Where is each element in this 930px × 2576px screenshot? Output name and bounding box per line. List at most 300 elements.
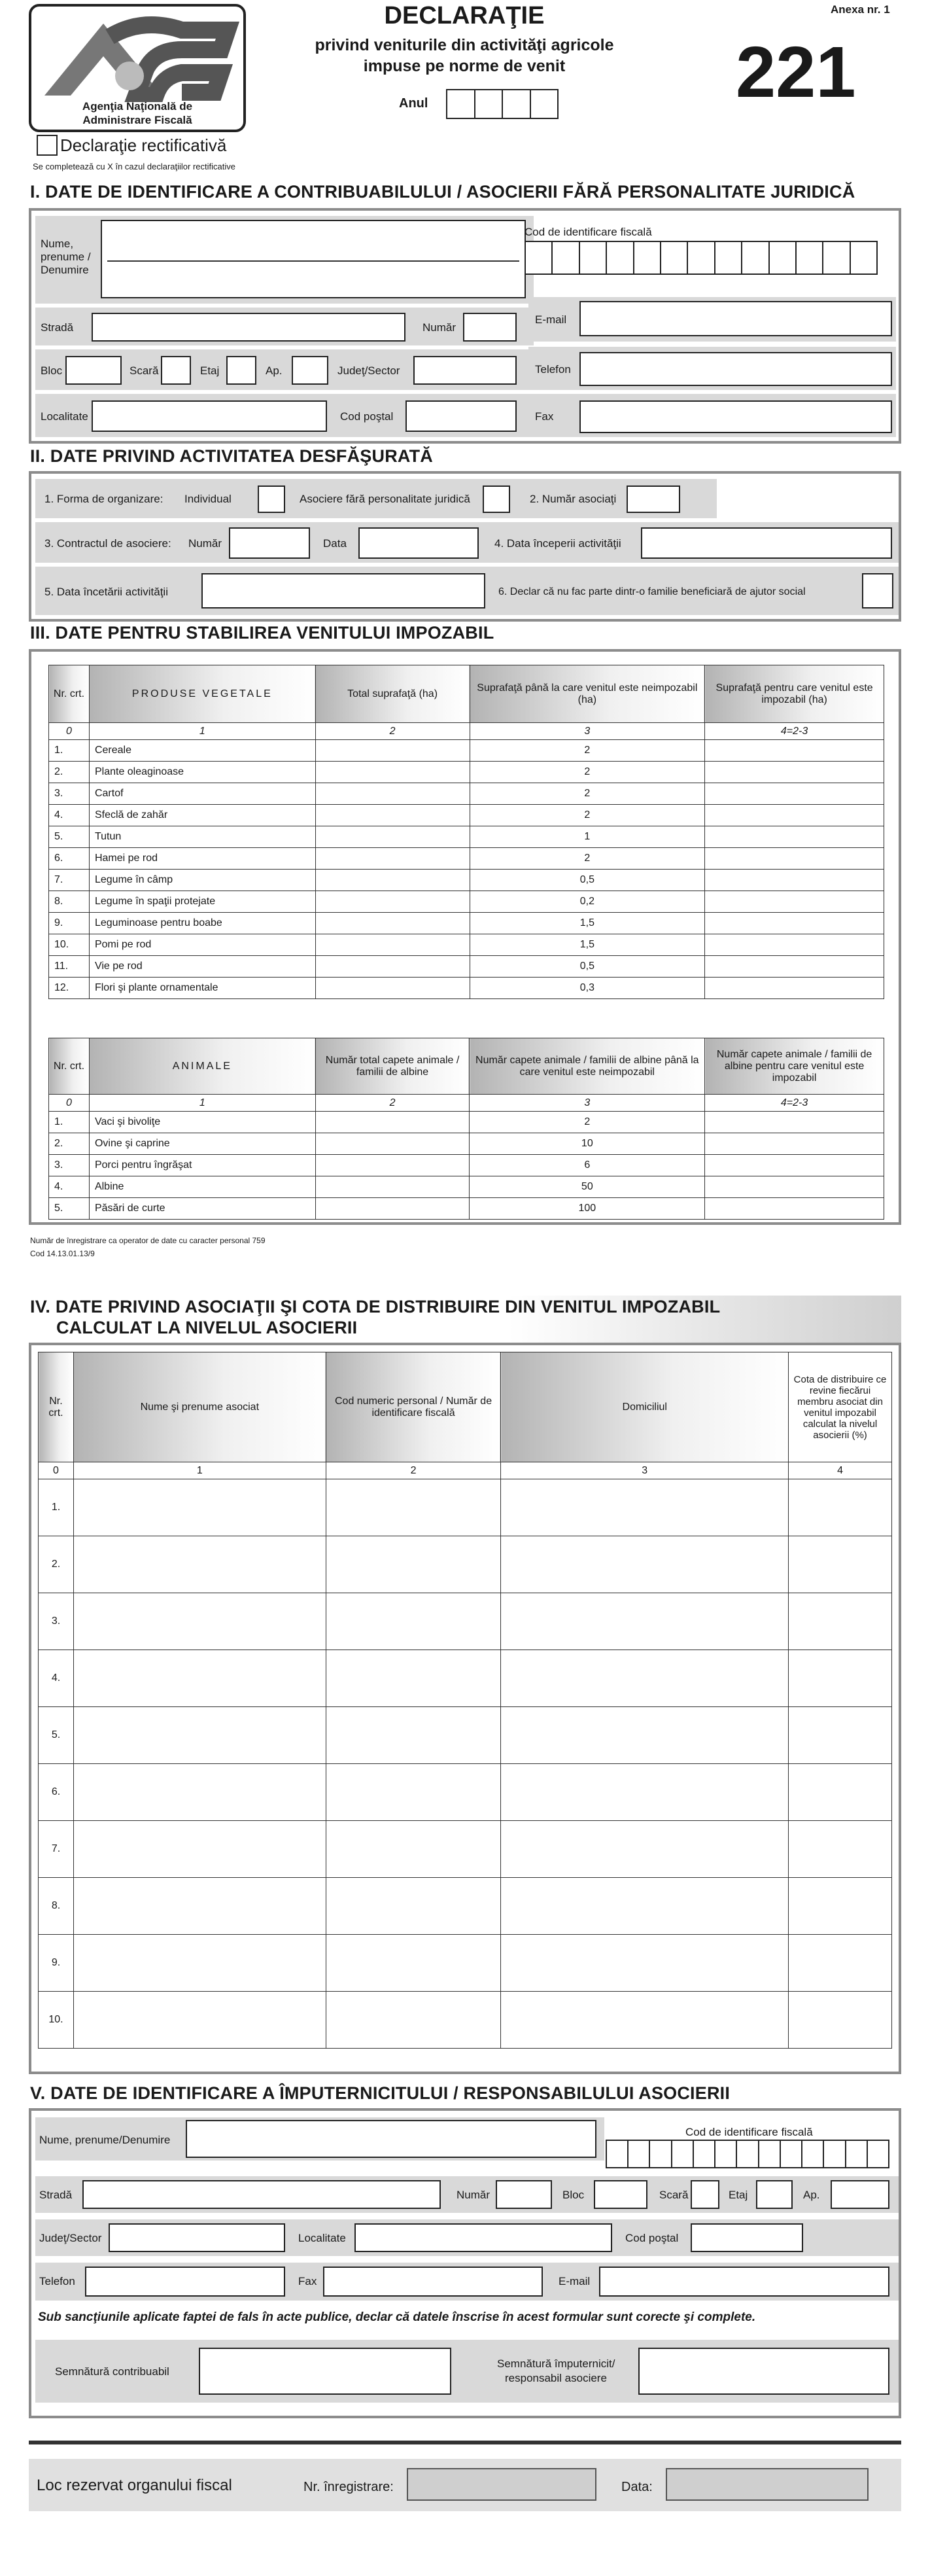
- assoc-row: [39, 1821, 892, 1878]
- veg-idx-1: 1: [89, 723, 315, 740]
- anim-idx-2: 2: [315, 1095, 470, 1112]
- veg-row-product: Leguminoase pentru boabe: [89, 913, 315, 934]
- assoc-row-cnp-input[interactable]: [326, 1821, 501, 1878]
- veg-row-total-input[interactable]: [315, 826, 470, 848]
- resp-block-field[interactable]: [594, 2180, 647, 2209]
- anim-row: [49, 1133, 884, 1155]
- veg-row-total-input[interactable]: [315, 783, 470, 805]
- year-input[interactable]: [446, 89, 559, 119]
- veg-row-nr: 4.: [49, 805, 90, 826]
- annex-label: Anexa nr. 1: [831, 3, 890, 16]
- veg-row: [49, 805, 884, 826]
- assoc-row-cnp-input[interactable]: [326, 1593, 501, 1650]
- county-label: Judeţ/Sector: [337, 364, 400, 377]
- number-label: Număr: [422, 321, 456, 334]
- veg-row-nr: 7.: [49, 870, 90, 891]
- resp-postal-field[interactable]: [691, 2223, 803, 2252]
- anim-row: [49, 1155, 884, 1176]
- veg-row-product: Sfeclă de zahăr: [89, 805, 315, 826]
- assoc-head-name: Nume şi prenume asociat: [73, 1352, 326, 1462]
- declare-label: 6. Declar că nu fac parte dintr-o familie beneficiară de ajutor social: [498, 586, 806, 597]
- veg-row-nr: 2.: [49, 762, 90, 783]
- resp-street-field[interactable]: [82, 2180, 441, 2209]
- resp-locality-label: Localitate: [298, 2232, 346, 2244]
- date-label: Data:: [621, 2480, 653, 2494]
- resp-stair-label: Scară: [659, 2189, 689, 2201]
- apt-field[interactable]: [292, 356, 328, 385]
- veg-row-product: Legume în câmp: [89, 870, 315, 891]
- anim-row-nr: 5.: [49, 1198, 90, 1220]
- anim-row-taxable-input[interactable]: [705, 1198, 884, 1220]
- name-field[interactable]: [101, 220, 526, 298]
- cif-label: Cod de identificare fiscală: [525, 226, 652, 238]
- anim-row-taxable-input[interactable]: [705, 1176, 884, 1198]
- veg-row-product: Cartof: [89, 783, 315, 805]
- veg-row-exempt: 0,5: [470, 870, 705, 891]
- resp-block-label: Bloc: [562, 2189, 585, 2201]
- veg-row-taxable-input[interactable]: [705, 913, 884, 934]
- assoc-row-address-input[interactable]: [501, 1707, 789, 1764]
- resp-locality-field[interactable]: [354, 2223, 612, 2252]
- footnote-operator: Număr de înregistrare ca operator de date cu caracter personal 759: [30, 1236, 266, 1245]
- org-form-label: 1. Forma de organizare:: [44, 493, 164, 505]
- floor-label: Etaj: [200, 364, 220, 377]
- veg-row-exempt: 0,5: [470, 956, 705, 978]
- section1-frame: [29, 208, 901, 444]
- assoc-row-share-input[interactable]: [789, 1593, 892, 1650]
- veg-row-total-input[interactable]: [315, 956, 470, 978]
- resp-name-field[interactable]: [186, 2120, 596, 2158]
- anim-row-exempt: 10: [470, 1133, 705, 1155]
- county-field[interactable]: [413, 356, 517, 385]
- veg-row-total-input[interactable]: [315, 913, 470, 934]
- agency-name-line2: Administrare Fiscală: [82, 114, 192, 126]
- association-label: Asociere fără personalitate juridică: [300, 493, 470, 505]
- veg-row-product: Legume în spaţii protejate: [89, 891, 315, 913]
- veg-row-product: Tutun: [89, 826, 315, 848]
- assoc-row-nr: 6.: [39, 1764, 74, 1821]
- anim-head-animal: ANIMALE: [89, 1038, 315, 1095]
- anim-row-total-input[interactable]: [315, 1198, 470, 1220]
- assoc-row-nr: 7.: [39, 1821, 74, 1878]
- anim-row-exempt: 6: [470, 1155, 705, 1176]
- name-label-2: prenume /: [41, 251, 91, 263]
- reg-nr-label: Nr. înregistrare:: [303, 2480, 394, 2494]
- footnote-code: Cod 14.13.01.13/9: [30, 1249, 95, 1258]
- veg-row: [49, 848, 884, 870]
- section4-frame: [29, 1343, 901, 2074]
- resp-cif-field[interactable]: [606, 2140, 889, 2168]
- veg-row-taxable-input[interactable]: [705, 783, 884, 805]
- veg-row-taxable-input[interactable]: [705, 891, 884, 913]
- end-date-field[interactable]: [201, 573, 485, 609]
- resp-name-label: Nume, prenume/Denumire: [39, 2134, 171, 2146]
- declare-checkbox[interactable]: [862, 573, 893, 609]
- veg-row: [49, 783, 884, 805]
- veg-row-taxable-input[interactable]: [705, 956, 884, 978]
- assoc-head-share: Cota de distribuire ce revine fiecărui membru asociat din venitul impozabil calculat la nivelul asocierii (%): [789, 1352, 892, 1462]
- anim-row-total-input[interactable]: [315, 1176, 470, 1198]
- associates-table: [38, 1352, 892, 2049]
- stair-field[interactable]: [161, 356, 191, 385]
- veg-row-nr: 12.: [49, 978, 90, 999]
- veg-row-product: Flori şi plante ornamentale: [89, 978, 315, 999]
- anim-row-exempt: 2: [470, 1112, 705, 1133]
- anim-row-nr: 3.: [49, 1155, 90, 1176]
- anim-row-taxable-input[interactable]: [705, 1133, 884, 1155]
- veg-row-exempt: 1: [470, 826, 705, 848]
- form-subtitle-1: privind veniturile din activităţi agricole: [315, 36, 614, 54]
- anim-row-animal: Albine: [89, 1176, 315, 1198]
- assoc-row-share-input[interactable]: [789, 1536, 892, 1593]
- anim-head-total: Număr total capete animale / familii de albine: [315, 1038, 470, 1095]
- veg-row-exempt: 0,3: [470, 978, 705, 999]
- assoc-row-cnp-input[interactable]: [326, 1479, 501, 1536]
- assoc-row-name-input[interactable]: [73, 1878, 326, 1935]
- date-field[interactable]: [666, 2468, 869, 2501]
- assoc-count-field[interactable]: [627, 485, 680, 513]
- veg-row-product: Hamei pe rod: [89, 848, 315, 870]
- resp-stair-field[interactable]: [691, 2180, 719, 2209]
- assoc-row-cnp-input[interactable]: [326, 1878, 501, 1935]
- anim-row-animal: Porci pentru îngrăşat: [89, 1155, 315, 1176]
- start-date-label: 4. Data începerii activităţii: [494, 537, 621, 550]
- street-label: Stradă: [41, 321, 74, 334]
- anim-row-nr: 2.: [49, 1133, 90, 1155]
- resp-fax-field[interactable]: [323, 2267, 543, 2297]
- assoc-row-share-input[interactable]: [789, 1650, 892, 1707]
- rectificativa-note: Se completează cu X în cazul declaraţiilor rectificative: [33, 162, 235, 171]
- resp-phone-field[interactable]: [85, 2267, 285, 2297]
- veg-row: [49, 978, 884, 999]
- anim-idx-4: 4=2-3: [705, 1095, 884, 1112]
- locality-field[interactable]: [92, 400, 327, 432]
- assoc-idx-3: 3: [501, 1462, 789, 1479]
- section4-title-1: IV. DATE PRIVIND ASOCIAŢII ŞI COTA DE DISTRIBUIRE DIN VENITUL IMPOZABIL: [30, 1297, 721, 1316]
- veg-head-exempt: Suprafaţă până la care venitul este neimpozabil (ha): [470, 665, 705, 723]
- section3-frame: [29, 649, 901, 1225]
- veg-row-product: Cereale: [89, 740, 315, 762]
- resp-apt-label: Ap.: [803, 2189, 820, 2201]
- assoc-row-share-input[interactable]: [789, 1878, 892, 1935]
- agency-logo-icon: [31, 10, 243, 102]
- assoc-row: [39, 1707, 892, 1764]
- assoc-row-name-input[interactable]: [73, 1536, 326, 1593]
- veg-row-total-input[interactable]: [315, 740, 470, 762]
- sig-resp-label-1: Semnătură împuternicit/: [497, 2357, 615, 2370]
- reg-nr-field[interactable]: [407, 2468, 596, 2501]
- veg-head-taxable: Suprafaţă pentru care venitul este impozabil (ha): [705, 665, 884, 723]
- veg-row-taxable-input[interactable]: [705, 762, 884, 783]
- assoc-row-nr: 10.: [39, 1992, 74, 2049]
- veg-row-nr: 11.: [49, 956, 90, 978]
- veg-row: [49, 762, 884, 783]
- contract-nr-field[interactable]: [229, 527, 310, 559]
- veg-row-total-input[interactable]: [315, 805, 470, 826]
- veg-row: [49, 826, 884, 848]
- individual-checkbox[interactable]: [258, 485, 285, 513]
- postal-field[interactable]: [405, 400, 517, 432]
- anim-row-taxable-input[interactable]: [705, 1112, 884, 1133]
- contract-date-label: Data: [323, 537, 347, 550]
- anim-idx-3: 3: [470, 1095, 705, 1112]
- assoc-head-cnp: Cod numeric personal / Număr de identificare fiscală: [326, 1352, 501, 1462]
- form-title: DECLARAŢIE: [384, 2, 545, 29]
- agency-name-line1: Agenţia Naţională de: [82, 100, 193, 113]
- assoc-row-address-input[interactable]: [501, 1536, 789, 1593]
- sig-contrib-label: Semnătură contribuabil: [55, 2365, 169, 2378]
- anim-head-taxable: Număr capete animale / familii de albine pentru care venitul este impozabil: [705, 1038, 884, 1095]
- assoc-row-share-input[interactable]: [789, 1935, 892, 1992]
- start-date-field[interactable]: [641, 527, 892, 559]
- veg-row: [49, 740, 884, 762]
- veg-row-total-input[interactable]: [315, 978, 470, 999]
- assoc-row-name-input[interactable]: [73, 1821, 326, 1878]
- anim-row: [49, 1198, 884, 1220]
- assoc-row-name-input[interactable]: [73, 1764, 326, 1821]
- resp-street-label: Stradă: [39, 2189, 73, 2201]
- assoc-row-cnp-input[interactable]: [326, 1536, 501, 1593]
- assoc-row: [39, 1992, 892, 2049]
- contract-date-field[interactable]: [358, 527, 479, 559]
- resp-fax-label: Fax: [298, 2275, 317, 2287]
- veg-row-nr: 1.: [49, 740, 90, 762]
- assoc-row: [39, 1935, 892, 1992]
- assoc-row-address-input[interactable]: [501, 1593, 789, 1650]
- resp-cif-label: Cod de identificare fiscală: [685, 2126, 813, 2138]
- assoc-row-cnp-input[interactable]: [326, 1650, 501, 1707]
- section4-title-2: CALCULAT LA NIVELUL ASOCIERII: [56, 1318, 358, 1337]
- postal-label: Cod poştal: [340, 410, 394, 423]
- assoc-row-share-input[interactable]: [789, 1992, 892, 2049]
- assoc-row-share-input[interactable]: [789, 1707, 892, 1764]
- assoc-idx-4: 4: [789, 1462, 892, 1479]
- assoc-row-name-input[interactable]: [73, 1650, 326, 1707]
- anim-row: [49, 1112, 884, 1133]
- resp-apt-field[interactable]: [831, 2180, 889, 2209]
- assoc-row-name-input[interactable]: [73, 1593, 326, 1650]
- contract-label: 3. Contractul de asociere:: [44, 537, 171, 550]
- veg-head-nr: Nr. crt.: [49, 665, 90, 723]
- veg-row-exempt: 0,2: [470, 891, 705, 913]
- anim-head-exempt: Număr capete animale / familii de albine până la care venitul este neimpozabil: [470, 1038, 705, 1095]
- agency-logo: [29, 4, 246, 132]
- veg-row-total-input[interactable]: [315, 934, 470, 956]
- name-label-1: Nume,: [41, 238, 74, 250]
- phone-field[interactable]: [579, 352, 892, 386]
- form-subtitle-2: impuse pe norme de venit: [363, 57, 566, 75]
- assoc-row-name-input[interactable]: [73, 1992, 326, 2049]
- block-field[interactable]: [65, 356, 122, 385]
- assoc-row-nr: 5.: [39, 1707, 74, 1764]
- section1-title: I. DATE DE IDENTIFICARE A CONTRIBUABILULUI / ASOCIERII FĂRĂ PERSONALITATE JURIDICĂ: [30, 182, 855, 202]
- veg-row-exempt: 1,5: [470, 913, 705, 934]
- resp-number-field[interactable]: [496, 2180, 552, 2209]
- veg-row-product: Plante oleaginoase: [89, 762, 315, 783]
- assoc-row-nr: 8.: [39, 1878, 74, 1935]
- veg-head-total: Total suprafaţă (ha): [315, 665, 470, 723]
- anim-row: [49, 1176, 884, 1198]
- assoc-row-address-input[interactable]: [501, 1821, 789, 1878]
- email-field[interactable]: [579, 301, 892, 336]
- veg-row-taxable-input[interactable]: [705, 740, 884, 762]
- veg-row-exempt: 2: [470, 805, 705, 826]
- assoc-row: [39, 1536, 892, 1593]
- assoc-head-address: Domiciliul: [501, 1352, 789, 1462]
- anim-row-taxable-input[interactable]: [705, 1155, 884, 1176]
- veg-row-total-input[interactable]: [315, 891, 470, 913]
- association-checkbox[interactable]: [483, 485, 510, 513]
- assoc-row-cnp-input[interactable]: [326, 1764, 501, 1821]
- veg-row: [49, 870, 884, 891]
- assoc-row-cnp-input[interactable]: [326, 1707, 501, 1764]
- veg-row-nr: 8.: [49, 891, 90, 913]
- resp-number-label: Număr: [456, 2189, 491, 2201]
- veg-row: [49, 956, 884, 978]
- veg-row-total-input[interactable]: [315, 848, 470, 870]
- assoc-row: [39, 1593, 892, 1650]
- assoc-row-cnp-input[interactable]: [326, 1935, 501, 1992]
- veg-row-nr: 9.: [49, 913, 90, 934]
- animal-table: [48, 1038, 884, 1220]
- anim-row-animal: Păsări de curte: [89, 1198, 315, 1220]
- assoc-row-share-input[interactable]: [789, 1479, 892, 1536]
- veg-head-product: PRODUSE VEGETALE: [89, 665, 315, 723]
- veg-row-exempt: 2: [470, 848, 705, 870]
- veg-row-nr: 10.: [49, 934, 90, 956]
- anim-row-exempt: 100: [470, 1198, 705, 1220]
- assoc-row-nr: 2.: [39, 1536, 74, 1593]
- assoc-row-nr: 3.: [39, 1593, 74, 1650]
- contract-nr-label: Număr: [188, 537, 222, 550]
- veg-row-nr: 3.: [49, 783, 90, 805]
- veg-row-taxable-input[interactable]: [705, 934, 884, 956]
- anim-head-nr: Nr. crt.: [49, 1038, 90, 1095]
- veg-row-taxable-input[interactable]: [705, 870, 884, 891]
- phone-label: Telefon: [535, 363, 571, 376]
- assoc-row-address-input[interactable]: [501, 1992, 789, 2049]
- assoc-row-name-input[interactable]: [73, 1935, 326, 1992]
- anim-row-exempt: 50: [470, 1176, 705, 1198]
- assoc-row-nr: 4.: [39, 1650, 74, 1707]
- year-label: Anul: [399, 96, 428, 111]
- assoc-row-name-input[interactable]: [73, 1479, 326, 1536]
- form-number: 221: [736, 32, 856, 113]
- block-label: Bloc: [41, 364, 63, 377]
- stair-label: Scară: [129, 364, 159, 377]
- statement-text: Sub sancţiunile aplicate faptei de fals în acte publice, declar că datele înscrise în acest formular sunt corecte şi complete.: [38, 2310, 756, 2324]
- assoc-idx-1: 1: [73, 1462, 326, 1479]
- assoc-row-share-input[interactable]: [789, 1764, 892, 1821]
- footer-divider: [29, 2441, 901, 2444]
- assoc-row-address-input[interactable]: [501, 1764, 789, 1821]
- assoc-row: [39, 1878, 892, 1935]
- resp-floor-field[interactable]: [756, 2180, 793, 2209]
- street-field[interactable]: [92, 313, 405, 342]
- veg-row: [49, 913, 884, 934]
- section5-title: V. DATE DE IDENTIFICARE A ÎMPUTERNICITULUI / RESPONSABILULUI ASOCIERII: [30, 2083, 731, 2103]
- assoc-row-address-input[interactable]: [501, 1878, 789, 1935]
- veg-row-exempt: 2: [470, 762, 705, 783]
- anim-idx-1: 1: [89, 1095, 315, 1112]
- assoc-head-nr: Nr. crt.: [39, 1352, 74, 1462]
- section2-frame: [29, 471, 901, 622]
- assoc-count-label: 2. Număr asociaţi: [530, 493, 617, 505]
- resp-county-field[interactable]: [109, 2223, 285, 2252]
- resp-phone-label: Telefon: [39, 2275, 75, 2287]
- assoc-row: [39, 1479, 892, 1536]
- sig-resp-field[interactable]: [638, 2348, 889, 2395]
- reserved-label: Loc rezervat organului fiscal: [37, 2477, 232, 2494]
- veg-row-exempt: 2: [470, 740, 705, 762]
- vegetal-table: [48, 665, 884, 999]
- assoc-row-nr: 9.: [39, 1935, 74, 1992]
- fax-label: Fax: [535, 410, 554, 423]
- resp-county-label: Judeţ/Sector: [39, 2232, 102, 2244]
- name-label-3: Denumire: [41, 264, 89, 276]
- anim-row-total-input[interactable]: [315, 1155, 470, 1176]
- sig-contrib-field[interactable]: [199, 2348, 451, 2395]
- assoc-idx-2: 2: [326, 1462, 501, 1479]
- veg-idx-0: 0: [49, 723, 90, 740]
- end-date-label: 5. Data încetării activităţii: [44, 586, 168, 598]
- assoc-row: [39, 1650, 892, 1707]
- individual-label: Individual: [184, 493, 232, 505]
- veg-row-taxable-input[interactable]: [705, 805, 884, 826]
- assoc-row: [39, 1764, 892, 1821]
- veg-row-taxable-input[interactable]: [705, 848, 884, 870]
- section3-title: III. DATE PENTRU STABILIREA VENITULUI IMPOZABIL: [30, 623, 494, 643]
- apt-label: Ap.: [266, 364, 283, 377]
- veg-row-exempt: 1,5: [470, 934, 705, 956]
- veg-row: [49, 934, 884, 956]
- email-label: E-mail: [535, 313, 567, 326]
- assoc-row-address-input[interactable]: [501, 1650, 789, 1707]
- resp-postal-label: Cod poştal: [625, 2232, 679, 2244]
- veg-row-total-input[interactable]: [315, 762, 470, 783]
- resp-floor-label: Etaj: [729, 2189, 748, 2201]
- resp-email-label: E-mail: [559, 2275, 591, 2287]
- anim-row-nr: 4.: [49, 1176, 90, 1198]
- floor-field[interactable]: [226, 356, 256, 385]
- anim-idx-0: 0: [49, 1095, 90, 1112]
- rectificativa-checkbox[interactable]: [37, 135, 58, 156]
- assoc-row-cnp-input[interactable]: [326, 1992, 501, 2049]
- cif-field[interactable]: [525, 241, 878, 275]
- veg-idx-2: 2: [315, 723, 470, 740]
- assoc-row-name-input[interactable]: [73, 1707, 326, 1764]
- assoc-row-nr: 1.: [39, 1479, 74, 1536]
- anim-row-animal: Vaci şi bivoliţe: [89, 1112, 315, 1133]
- veg-row-total-input[interactable]: [315, 870, 470, 891]
- veg-row-taxable-input[interactable]: [705, 978, 884, 999]
- anim-row-animal: Ovine şi caprine: [89, 1133, 315, 1155]
- veg-row-product: Pomi pe rod: [89, 934, 315, 956]
- fax-field[interactable]: [579, 400, 892, 433]
- anim-row-total-input[interactable]: [315, 1112, 470, 1133]
- section2-title: II. DATE PRIVIND ACTIVITATEA DESFĂŞURATĂ: [30, 446, 434, 466]
- rectificativa-label: Declaraţie rectificativă: [60, 135, 227, 155]
- assoc-row-share-input[interactable]: [789, 1821, 892, 1878]
- assoc-row-address-input[interactable]: [501, 1479, 789, 1536]
- veg-row-taxable-input[interactable]: [705, 826, 884, 848]
- veg-idx-4: 4=2-3: [705, 723, 884, 740]
- anim-row-total-input[interactable]: [315, 1133, 470, 1155]
- section5-frame: [29, 2108, 901, 2418]
- assoc-row-address-input[interactable]: [501, 1935, 789, 1992]
- number-field[interactable]: [463, 313, 517, 342]
- resp-email-field[interactable]: [599, 2267, 889, 2297]
